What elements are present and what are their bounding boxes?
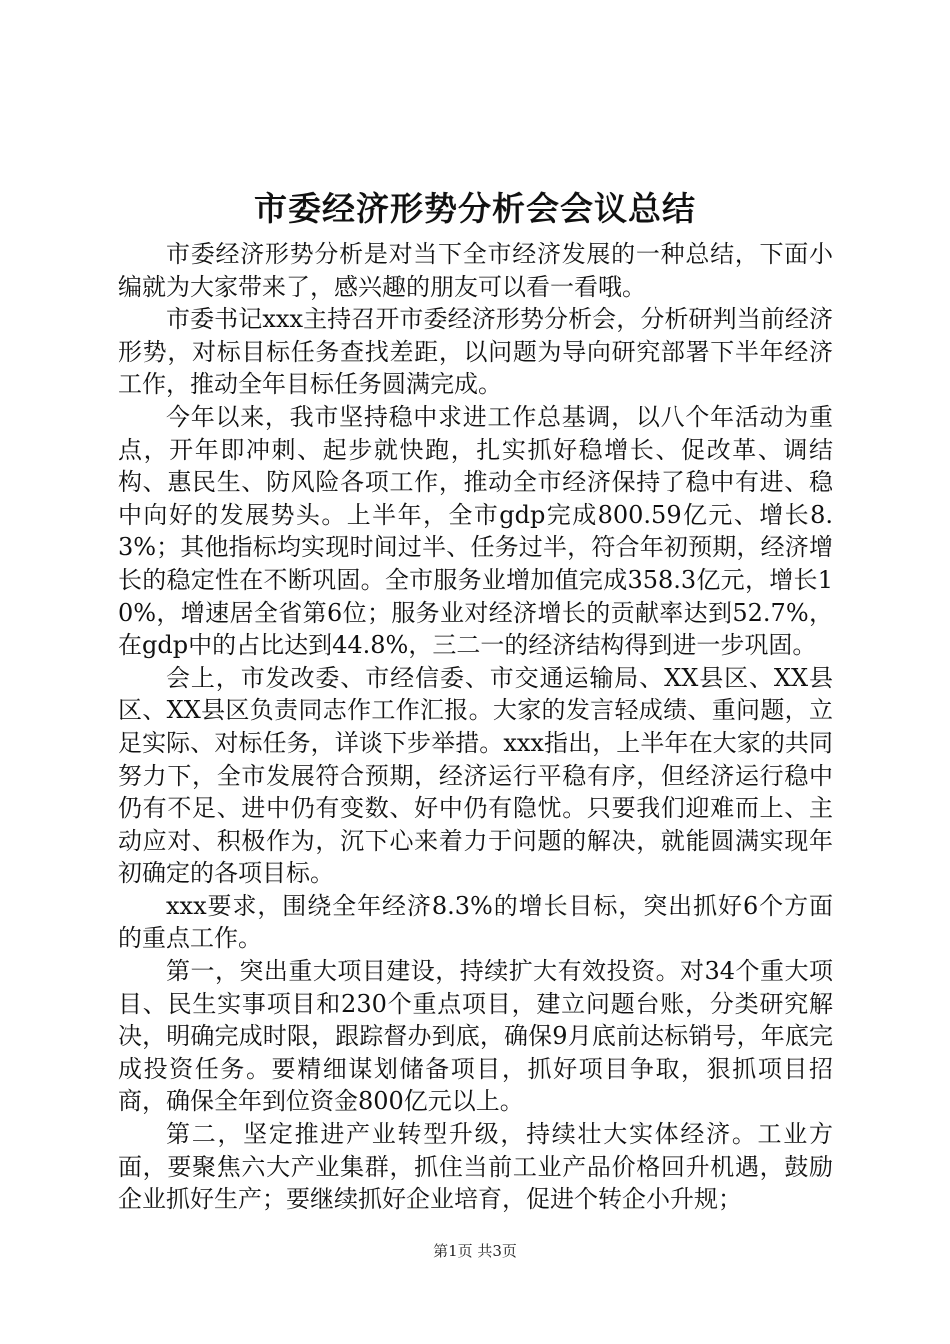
paragraph: 第一，突出重大项目建设，持续扩大有效投资。对34个重大项目、民生实事项目和230个重点项目，建立问题台账，分类研究解决，明确完成时限，跟踪督办到底，确保9月底前达标销号，年底完成投资任务。要精细谋划储备项目，抓好项目争取，狠抓项目招商，确保全年到位资金800亿元以上。 (118, 957, 833, 1116)
paragraph: 市委经济形势分析是对当下全市经济发展的一种总结，下面小编就为大家带来了，感兴趣的朋友可以看一看哦。 (118, 240, 833, 301)
document-body (118, 238, 833, 1216)
paragraph: 会上，市发改委、市经信委、市交通运输局、XX县区、XX县区、XX县区负责同志作工作汇报。大家的发言轻成绩、重问题，立足实际、对标任务，详谈下步举措。xxx指出，上半年在大家的共同努力下，全市发展符合预期，经济运行平稳有序，但经济运行稳中仍有不足、进中仍有变数、好中仍有隐忧。只要我们迎难而上、主动应对、积极作为，沉下心来着力于问题的解决，就能圆满实现年初确定的各项目标。 (118, 663, 833, 888)
paragraph: 第二，坚定推进产业转型升级，持续壮大实体经济。工业方面，要聚焦六大产业集群，抓住当前工业产品价格回升机遇，鼓励企业抓好生产；要继续抓好企业培育，促进个转企小升规； (118, 1120, 833, 1214)
page-number-footer: 第1页 共3页 (433, 1242, 517, 1260)
paragraph: 今年以来，我市坚持稳中求进工作总基调，以八个年活动为重点，开年即冲刺、起步就快跑，扎实抓好稳增长、促改革、调结构、惠民生、防风险各项工作，推动全市经济保持了稳中有进、稳中向好的发展势头。上半年，全市gdp完成800.59亿元、增长8.3%；其他指标均实现时间过半、任务过半，符合年初预期，经济增长的稳定性在不断巩固。全市服务业增加值完成358.3亿元，增长10%，增速居全省第6位；服务业对经济增长的贡献率达到52.7%，在gdp中的占比达到44.8%，三二一的经济结构得到进一步巩固。 (118, 402, 833, 660)
paragraph: xxx要求，围绕全年经济8.3%的增长目标，突出抓好6个方面的重点工作。 (118, 891, 833, 953)
paragraph: 市委书记xxx主持召开市委经济形势分析会，分析研判当前经济形势，对标目标任务查找差距，以问题为导向研究部署下半年经济工作，推动全年目标任务圆满完成。 (118, 305, 833, 399)
document-title: 市委经济形势分析会会议总结 (254, 189, 696, 228)
